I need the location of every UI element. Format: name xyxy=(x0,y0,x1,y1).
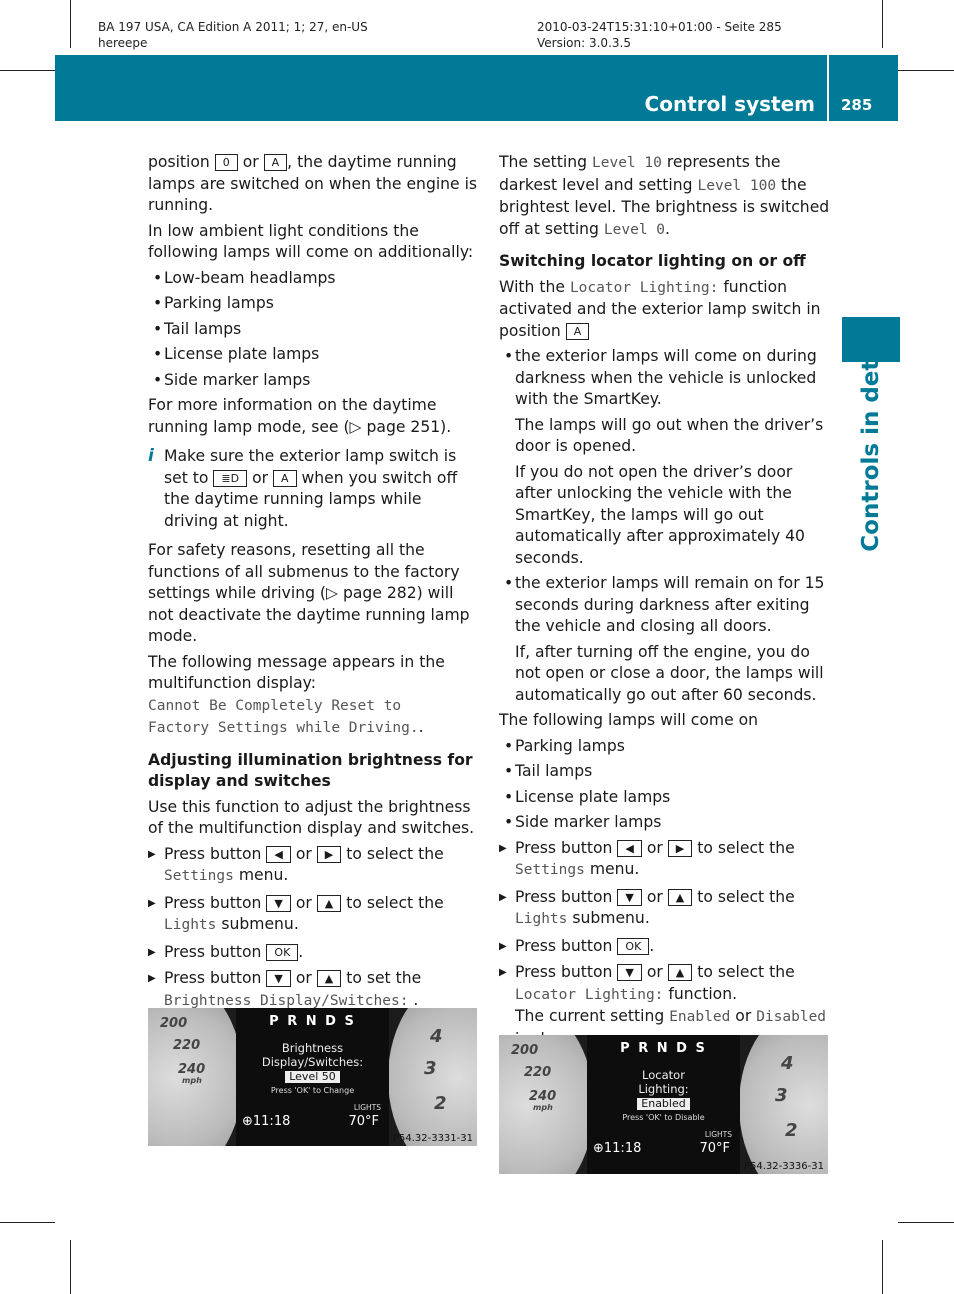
text: or xyxy=(295,969,312,987)
multifunction-display xyxy=(587,1035,740,1174)
crop-mark xyxy=(70,0,71,48)
instruction-step xyxy=(148,942,480,964)
up-arrow-button-icon: ▲ xyxy=(668,964,692,981)
speed-label: 220 xyxy=(524,1065,552,1080)
speed-label: 220 xyxy=(173,1038,201,1053)
text: the brightest level. The brightness is switched off at setting xyxy=(499,175,830,238)
text: or xyxy=(242,153,259,171)
text: to select the xyxy=(346,844,444,863)
side-section-label: Controls in detail xyxy=(858,328,884,552)
text: to select the xyxy=(697,887,795,906)
image-reference: P54.32-3331-31 xyxy=(392,1133,473,1144)
up-arrow-button-icon: ▲ xyxy=(668,889,692,906)
switch-position-auto-icon: A xyxy=(264,154,288,171)
paragraph xyxy=(499,152,831,241)
instrument-cluster-image xyxy=(148,1008,477,1146)
text: The current setting xyxy=(515,1007,665,1025)
text: The following message appears in the multifunction display: xyxy=(148,652,445,692)
text: when you switch off the daytime running lamps while driving at night. xyxy=(164,468,458,530)
right-column xyxy=(499,152,831,1055)
menu-name: Lights xyxy=(164,917,217,933)
display-message: Factory Settings while Driving. xyxy=(148,720,419,736)
menu-label: LIGHTS xyxy=(704,1130,732,1139)
left-arrow-button-icon: ◀ xyxy=(266,846,290,863)
text: or xyxy=(252,468,269,487)
print-meta-right xyxy=(537,19,782,51)
list-item: • Parking lamps xyxy=(499,736,831,758)
paragraph xyxy=(148,152,480,217)
list-item: • the exterior lamps will remain on for 15 seconds during darkness after exiting the vehicle and closing all doors. xyxy=(499,573,831,638)
image-reference: P54.32-3336-31 xyxy=(743,1161,824,1172)
menu-name: Settings xyxy=(164,868,234,884)
down-arrow-button-icon: ▼ xyxy=(617,889,641,906)
text: Press button xyxy=(164,942,262,961)
instruction-step xyxy=(499,838,831,882)
rpm-label: 3 xyxy=(424,1058,437,1079)
section-heading: Adjusting illumination brightness for display and switches xyxy=(148,750,473,790)
text: to select the xyxy=(697,963,795,981)
paragraph: The following lamps will come on xyxy=(499,711,759,729)
rpm-label: 2 xyxy=(785,1120,798,1141)
text: . xyxy=(413,990,419,1009)
rpm-label: 4 xyxy=(781,1053,794,1074)
function-name: Locator Lighting: xyxy=(515,986,664,1003)
paragraph xyxy=(499,277,831,343)
text: With the xyxy=(499,277,565,296)
text: . xyxy=(418,718,424,736)
crop-mark xyxy=(898,1222,954,1223)
display-line: Display/Switches: xyxy=(261,1055,364,1069)
text: . xyxy=(649,936,655,955)
gear-indicator: P R N D S xyxy=(269,1014,356,1029)
meta-line: 2010-03-24T15:31:10+01:00 - Seite 285 xyxy=(537,20,782,34)
instruction-step xyxy=(148,844,480,888)
instruction-step xyxy=(499,887,831,931)
selected-value: Level 50 xyxy=(285,1071,340,1083)
list-item: • Tail lamps xyxy=(499,761,831,783)
crop-mark xyxy=(898,70,954,71)
switch-position-auto-icon: A xyxy=(273,470,297,487)
list-item: • Parking lamps xyxy=(148,293,480,315)
menu-name: Settings xyxy=(515,862,585,878)
info-note xyxy=(148,446,480,532)
speed-label: 200 xyxy=(511,1043,539,1058)
left-arrow-button-icon: ◀ xyxy=(617,840,641,857)
display-value-row xyxy=(236,1070,389,1083)
selected-value: Enabled xyxy=(637,1098,689,1110)
section-heading: Switching locator lighting on or off xyxy=(499,252,806,270)
speed-label: 240 xyxy=(529,1089,557,1104)
temperature-readout: 70°F xyxy=(348,1114,379,1129)
setting-value: Level 100 xyxy=(697,177,777,194)
text: Make sure the exterior lamp switch is set to xyxy=(164,447,457,487)
list-subparagraph: The lamps will go out when the driver’s door is opened. xyxy=(515,415,824,455)
rpm-label: 4 xyxy=(430,1026,443,1047)
text: to select the xyxy=(346,893,444,912)
ok-button-icon: OK xyxy=(266,944,298,961)
switch-position-auto-icon: A xyxy=(566,323,590,340)
up-arrow-button-icon: ▲ xyxy=(317,895,341,912)
crop-mark xyxy=(0,1222,55,1223)
text: . xyxy=(298,942,304,961)
clock-readout: ⊕11:18 xyxy=(242,1114,291,1129)
list-item: • Side marker lamps xyxy=(148,370,480,392)
text: or xyxy=(295,893,312,912)
paragraph: Use this function to adjust the brightness of the multifunction display and switches. xyxy=(148,797,475,837)
display-line: Brightness xyxy=(281,1041,344,1055)
display-message: Cannot Be Completely Reset to xyxy=(148,697,402,714)
list-item: • License plate lamps xyxy=(499,787,831,809)
crop-mark xyxy=(70,1240,71,1294)
print-meta-left xyxy=(98,19,368,51)
list-subparagraph: If you do not open the driver’s door after unlocking the vehicle with the SmartKey, the lamps will go out automatically after approximately 40 seconds. xyxy=(515,462,805,567)
header-divider xyxy=(827,55,829,121)
function-name: Locator Lighting: xyxy=(569,279,719,296)
chapter-title: Control system xyxy=(644,92,815,116)
text: or xyxy=(646,963,663,981)
meta-line: Version: 3.0.3.5 xyxy=(537,36,631,50)
list-item: • License plate lamps xyxy=(148,344,480,366)
text: represents the darkest level and setting xyxy=(499,153,781,194)
chapter-header xyxy=(55,55,898,121)
text: The setting xyxy=(499,153,588,171)
display-hint: Press 'OK' to Change xyxy=(270,1086,355,1095)
crop-mark xyxy=(882,1240,883,1294)
left-column xyxy=(148,152,480,1017)
paragraph: For safety reasons, resetting all the functions of all submenus to the factory settings while driving (▷ page 282) will not deactivate the daytime running lamp mode. xyxy=(148,541,470,645)
text: submenu. xyxy=(221,915,299,933)
text: position xyxy=(148,153,210,171)
list-item: • Side marker lamps xyxy=(499,812,831,834)
down-arrow-button-icon: ▼ xyxy=(617,964,641,981)
paragraph xyxy=(148,652,480,740)
setting-value: Level 0 xyxy=(603,221,666,238)
paragraph: For more information on the daytime running lamp mode, see (▷ page 251). xyxy=(148,396,452,436)
meta-line: hereepe xyxy=(98,36,148,50)
display-line: Lighting: xyxy=(638,1082,689,1096)
temperature-readout: 70°F xyxy=(699,1141,730,1156)
instruction-step xyxy=(499,936,831,958)
setting-value: Level 10 xyxy=(592,155,662,171)
text: Press button xyxy=(515,838,613,857)
crop-mark xyxy=(882,0,883,48)
text: . xyxy=(665,219,670,238)
rpm-label: 3 xyxy=(775,1085,788,1106)
switch-position-0-icon: 0 xyxy=(215,154,238,171)
text: Press button xyxy=(164,844,262,863)
unit-label: mph xyxy=(533,1103,553,1112)
text: or xyxy=(646,887,663,906)
clock-readout: ⊕11:18 xyxy=(593,1141,642,1156)
text: Press button xyxy=(164,969,262,987)
right-arrow-button-icon: ▶ xyxy=(668,840,692,857)
text: Press button xyxy=(164,893,262,912)
low-beam-icon: ≣D xyxy=(213,470,247,487)
page-number: 285 xyxy=(841,96,873,114)
text: Press button xyxy=(515,887,613,906)
text: menu. xyxy=(238,866,289,884)
instruction-step xyxy=(148,968,480,1012)
text: or xyxy=(735,1007,752,1025)
menu-name: Brightness Display/Switches: xyxy=(164,992,409,1009)
display-hint: Press 'OK' to Disable xyxy=(622,1113,705,1122)
display-line: Locator xyxy=(642,1068,685,1082)
list-item: • Low-beam headlamps xyxy=(148,268,480,290)
text: to select the xyxy=(697,838,795,857)
down-arrow-button-icon: ▼ xyxy=(266,970,290,987)
gear-indicator: P R N D S xyxy=(620,1041,707,1056)
ok-button-icon: OK xyxy=(617,938,649,955)
right-arrow-button-icon: ▶ xyxy=(317,846,341,863)
multifunction-display xyxy=(236,1008,389,1146)
text: , the daytime running lamps are switched on when the engine is running. xyxy=(148,153,478,214)
menu-label: LIGHTS xyxy=(353,1103,381,1112)
meta-line: BA 197 USA, CA Edition A 2011; 1; 27, en-US xyxy=(98,20,368,34)
instrument-cluster-image xyxy=(499,1035,828,1174)
instruction-step xyxy=(148,893,480,937)
rpm-label: 2 xyxy=(434,1093,447,1114)
text: Press button xyxy=(515,936,613,955)
speed-label: 240 xyxy=(178,1062,206,1077)
text: menu. xyxy=(589,860,640,878)
speed-label: 200 xyxy=(160,1016,188,1031)
text: or xyxy=(646,838,663,857)
info-icon: i xyxy=(148,446,154,466)
down-arrow-button-icon: ▼ xyxy=(266,895,290,912)
crop-mark xyxy=(0,70,55,71)
setting-value: Disabled xyxy=(756,1009,827,1025)
unit-label: mph xyxy=(182,1076,202,1085)
menu-name: Lights xyxy=(515,911,568,927)
setting-value: Enabled xyxy=(669,1009,731,1025)
text: Press button xyxy=(515,963,613,981)
text: function activated and the exterior lamp switch in position xyxy=(499,277,821,340)
text: to set the xyxy=(346,969,422,987)
text: or xyxy=(295,844,312,863)
text: submenu. xyxy=(572,909,650,927)
list-item: • the exterior lamps will come on during darkness when the vehicle is unlocked with the SmartKey. xyxy=(499,346,831,411)
text: function. xyxy=(668,984,738,1003)
list-subparagraph: If, after turning off the engine, you do not open or close a door, the lamps will automatically go out after 60 seconds. xyxy=(515,642,824,704)
list-item: • Tail lamps xyxy=(148,319,480,341)
up-arrow-button-icon: ▲ xyxy=(317,970,341,987)
display-value-row xyxy=(587,1097,740,1110)
paragraph: In low ambient light conditions the following lamps will come on additionally: xyxy=(148,221,474,261)
